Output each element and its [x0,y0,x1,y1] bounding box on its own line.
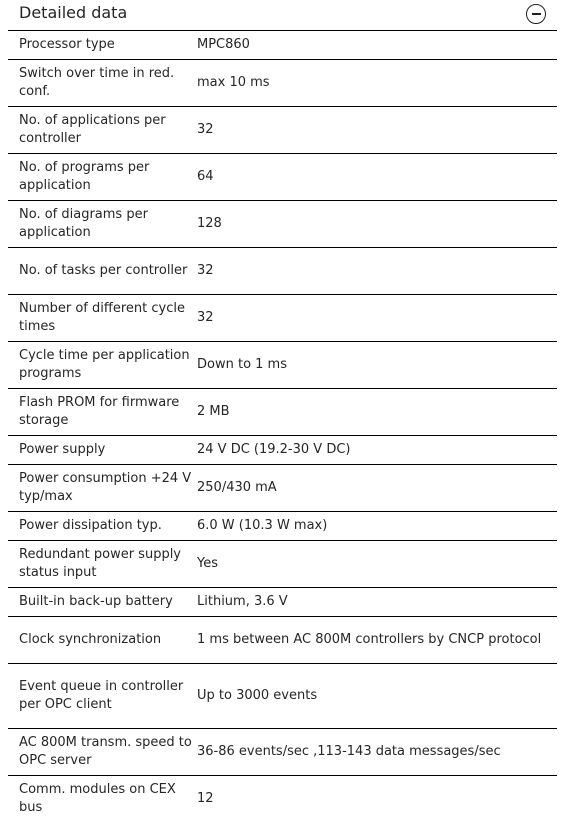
table-row [8,154,557,201]
row-value: 64 [197,154,557,201]
table-row [8,729,557,776]
row-label: Built-in back-up battery [8,588,197,617]
minus-circle-icon[interactable] [526,4,546,24]
table-row [8,512,557,541]
table-row [8,342,557,389]
row-value: 32 [197,107,557,154]
row-value: 12 [197,776,557,822]
row-label: Power supply [8,436,197,465]
row-value: 36-86 events/sec ,113-143 data messages/sec [197,729,557,776]
row-label: Event queue in controller per OPC client [8,664,197,729]
table-row [8,541,557,588]
table-row [8,248,557,295]
table-row [8,588,557,617]
row-value: MPC860 [197,31,557,60]
row-value: 32 [197,295,557,342]
row-value: Down to 1 ms [197,342,557,389]
table-row [8,107,557,154]
detailed-data-panel [8,0,557,822]
section-header[interactable] [8,0,557,31]
row-label: Processor type [8,31,197,60]
row-value: Lithium, 3.6 V [197,588,557,617]
row-value: 6.0 W (10.3 W max) [197,512,557,541]
table-row [8,465,557,512]
row-label: Power dissipation typ. [8,512,197,541]
minus-glyph [532,13,541,15]
row-value: 2 MB [197,389,557,436]
row-value: max 10 ms [197,60,557,107]
table-row [8,389,557,436]
table-row [8,31,557,60]
table-row [8,201,557,248]
row-value: 128 [197,201,557,248]
table-row [8,617,557,664]
row-label: No. of programs per application [8,154,197,201]
row-value: 1 ms between AC 800M controllers by CNCP protocol [197,617,557,664]
row-label: No. of tasks per controller [8,248,197,295]
row-label: Power consumption +24 V typ/max [8,465,197,512]
row-label: No. of applications per controller [8,107,197,154]
row-value: 24 V DC (19.2-30 V DC) [197,436,557,465]
table-row [8,295,557,342]
row-value: 250/430 mA [197,465,557,512]
row-label: Clock synchronization [8,617,197,664]
row-label: No. of diagrams per application [8,201,197,248]
row-label: Number of different cycle times [8,295,197,342]
row-label: Switch over time in red. conf. [8,60,197,107]
row-label: Comm. modules on CEX bus [8,776,197,822]
section-title: Detailed data [8,3,127,22]
row-label: Redundant power supply status input [8,541,197,588]
table-row [8,436,557,465]
row-label: Flash PROM for firmware storage [8,389,197,436]
table-row [8,664,557,729]
table-row [8,776,557,822]
row-label: Cycle time per application programs [8,342,197,389]
row-label: AC 800M transm. speed to OPC server [8,729,197,776]
row-value: Up to 3000 events [197,664,557,729]
row-value: 32 [197,248,557,295]
row-value: Yes [197,541,557,588]
table-row [8,60,557,107]
detailed-data-table [8,31,557,822]
